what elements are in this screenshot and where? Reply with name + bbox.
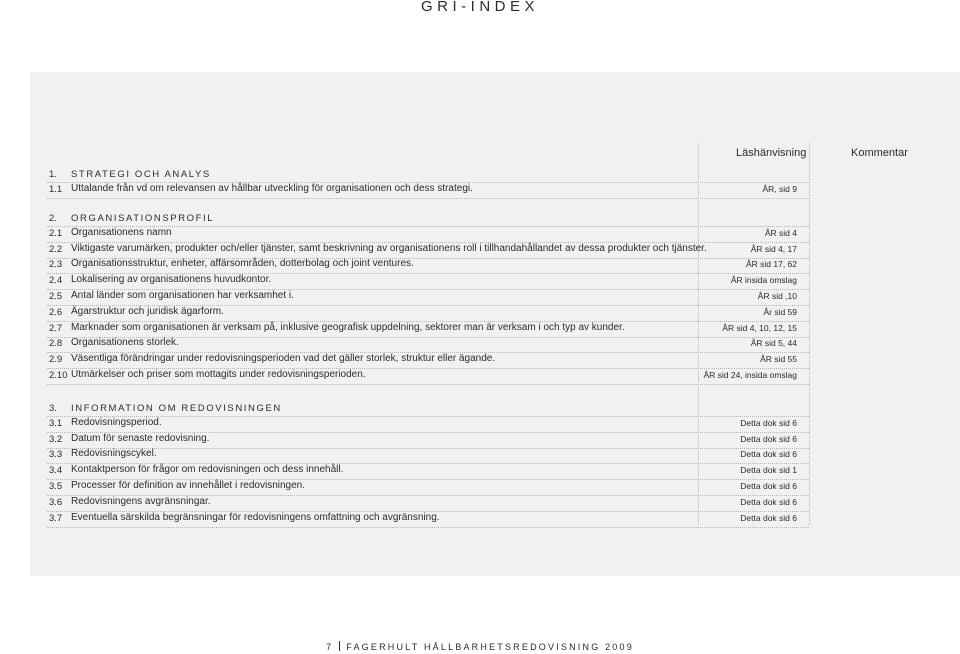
table-row <box>47 353 809 369</box>
table-row <box>47 417 809 433</box>
indicator-number: 3.4 <box>49 465 63 477</box>
page-number: 7 <box>326 642 334 652</box>
section-number: 1. <box>49 169 57 180</box>
section-heading <box>47 211 809 227</box>
reference-cell: ÅR sid 55 <box>760 354 797 365</box>
indicator-description: Marknader som organisationen är verksam på, inklusive geografisk uppdelning, sektorer man är verksam i och typ av kunder. <box>71 321 625 333</box>
indicator-number: 2.6 <box>49 306 63 318</box>
indicator-description: Organisationsstruktur, enheter, affärsområden, dotterbolag och joint ventures. <box>71 258 414 270</box>
section-heading <box>47 401 809 417</box>
indicator-number: 3.7 <box>49 512 63 524</box>
section-number: 2. <box>49 213 57 224</box>
reference-cell: Detta dok sid 1 <box>740 465 797 476</box>
reference-cell: Detta dok sid 6 <box>740 512 797 523</box>
table-row <box>47 258 809 274</box>
indicator-number: 1.1 <box>49 183 63 195</box>
section-heading <box>47 167 809 183</box>
reference-cell: ÅR sid 4, 10, 12, 15 <box>722 322 797 333</box>
indicator-number: 2.1 <box>49 227 63 239</box>
table-row <box>47 448 809 464</box>
table-row <box>47 274 809 290</box>
indicator-description: Väsentliga förändringar under redovisningsperioden vad det gäller storlek, struktur eller ägande. <box>71 353 496 365</box>
indicator-number: 2.10 <box>49 370 68 381</box>
reference-column-header: Läshänvisning <box>736 147 807 159</box>
section-title: STRATEGI OCH ANALYS <box>71 169 211 180</box>
publication-name: FAGERHULT HÅLLBARHETSREDOVISNING 2009 <box>346 642 634 652</box>
reference-cell: ÅR sid 17, 62 <box>745 259 797 270</box>
footer-divider <box>339 641 340 651</box>
section-number: 3. <box>49 403 57 414</box>
indicator-description: Redovisningsperiod. <box>71 416 162 428</box>
section-title: INFORMATION OM REDOVISNINGEN <box>71 403 282 414</box>
indicator-number: 2.2 <box>49 243 63 255</box>
reference-cell: ÅR sid ,10 <box>757 291 797 301</box>
reference-cell: ÅR, sid 9 <box>762 183 797 194</box>
reference-cell: ÅR sid 24, insida omslag <box>703 370 797 380</box>
indicator-number: 2.7 <box>49 322 63 334</box>
reference-cell: Detta dok sid 6 <box>740 496 797 507</box>
table-row <box>47 290 809 306</box>
reference-cell: Detta dok sid 6 <box>740 481 797 491</box>
reference-cell: Detta dok sid 6 <box>740 449 797 460</box>
table-row <box>47 337 809 353</box>
reference-cell: Detta dok sid 6 <box>740 417 797 428</box>
table-row <box>47 512 809 528</box>
indicator-description: Lokalisering av organisationens huvudkontor. <box>71 274 272 286</box>
indicator-number: 3.2 <box>49 433 63 445</box>
indicator-description: Processer för definition av innehållet i redovisningen. <box>71 480 306 491</box>
indicator-description: Ägarstruktur och juridisk ägarform. <box>71 305 224 317</box>
indicator-number: 3.5 <box>49 481 63 492</box>
table-row <box>47 496 809 512</box>
indicator-description: Datum för senaste redovisning. <box>71 432 210 444</box>
table-row <box>47 480 809 496</box>
indicator-number: 2.8 <box>49 338 63 350</box>
table-row <box>47 433 809 449</box>
table-row <box>47 306 809 322</box>
indicator-description: Kontaktperson för frågor om redovisningen och dess innehåll. <box>71 464 344 476</box>
indicator-description: Organisationens namn <box>71 226 172 238</box>
table-row <box>47 183 809 199</box>
indicator-description: Antal länder som organisationen har verksamhet i. <box>71 290 294 301</box>
table-row <box>47 322 809 338</box>
table-row <box>47 369 809 385</box>
indicator-number: 3.3 <box>49 449 63 461</box>
reference-cell: ÅR insida omslag <box>730 275 797 286</box>
indicator-number: 3.1 <box>49 417 63 429</box>
indicator-description: Viktigaste varumärken, produkter och/eller tjänster, samt beskrivning av organisationens roll i tillhandahållandet av dessa produkter och tjänster. <box>71 242 707 254</box>
table-row <box>47 464 809 480</box>
indicator-description: Uttalande från vd om relevansen av hållbar utveckling för organisationen och dess strategi. <box>71 182 473 194</box>
reference-cell: ÅR sid 5, 44 <box>750 338 797 349</box>
table-row <box>47 243 809 259</box>
reference-cell: År sid 59 <box>763 306 797 317</box>
reference-cell: ÅR sid 4 <box>764 227 797 238</box>
indicator-description: Redovisningscykel. <box>71 448 157 460</box>
section-title: ORGANISATIONSPROFIL <box>71 213 215 224</box>
reference-cell: ÅR sid 4, 17 <box>750 243 797 254</box>
indicator-number: 2.5 <box>49 291 63 302</box>
indicator-description: Eventuella särskilda begränsningar för redovisningens omfattning och avgränsning. <box>71 511 440 523</box>
page-footer <box>0 641 960 652</box>
indicator-number: 3.6 <box>49 496 63 508</box>
indicator-description: Redovisningens avgränsningar. <box>71 495 211 507</box>
indicator-number: 2.9 <box>49 354 63 366</box>
indicator-number: 2.4 <box>49 275 63 287</box>
reference-cell: Detta dok sid 6 <box>740 433 797 444</box>
comment-column-header: Kommentar <box>851 147 908 159</box>
indicator-description: Organisationens storlek. <box>71 337 179 349</box>
indicator-description: Utmärkelser och priser som mottagits under redovisningsperioden. <box>71 369 366 380</box>
table-row <box>47 227 809 243</box>
page-title: GRI-INDEX <box>420 0 539 15</box>
comment-column-divider <box>809 142 810 525</box>
indicator-number: 2.3 <box>49 259 63 271</box>
